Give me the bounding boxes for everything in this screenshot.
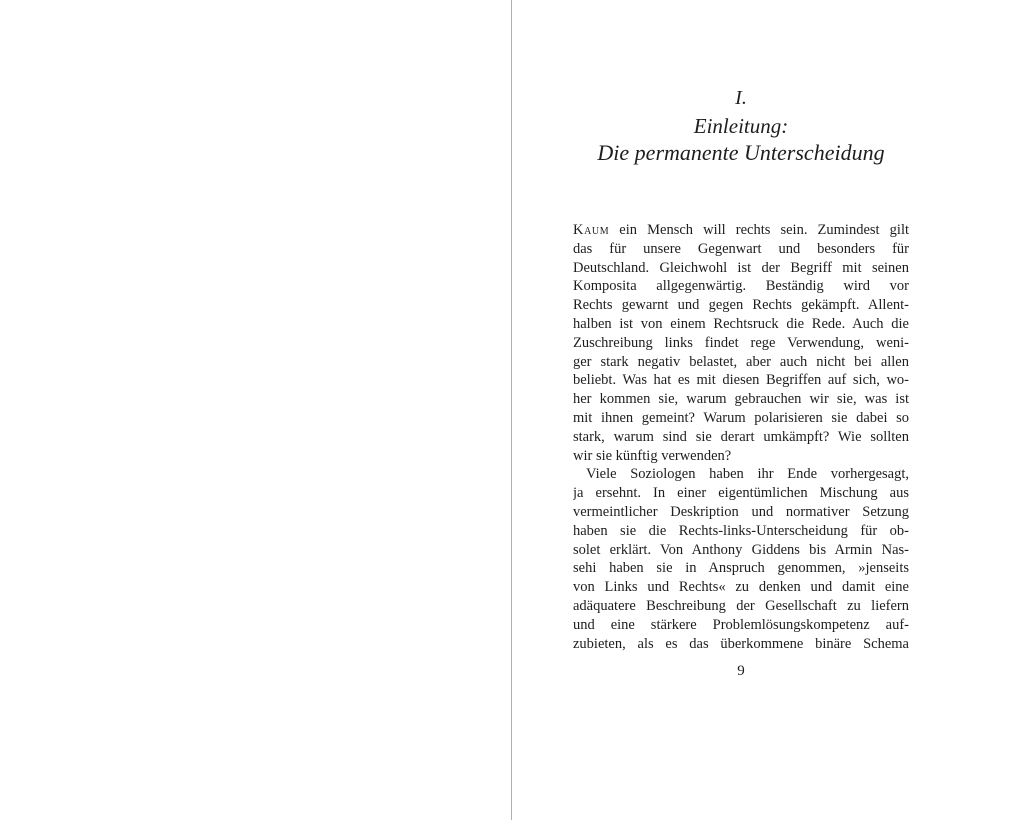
text-line: vermeintlicher Deskription und normativer Setzung xyxy=(573,503,909,520)
text-line: Viele Soziologen haben ihr Ende vorhergesagt, xyxy=(586,466,909,483)
chapter-number: I. xyxy=(735,87,747,109)
text-line: halben ist von einem Rechtsruck die Rede. Auch die xyxy=(573,315,909,332)
text-line: mit ihnen gemeint? Warum polarisieren sie dabei so xyxy=(573,409,909,426)
text-line: Zuschreibung links findet rege Verwendung, weni- xyxy=(573,334,909,351)
text-line: sehi haben sie in Anspruch genommen, »jenseits xyxy=(573,560,909,577)
text-line: ja ersehnt. In einer eigentümlichen Mischung aus xyxy=(573,485,909,502)
text-line: stark, warum sind sie derart umkämpft? Wie sollten xyxy=(573,428,909,445)
text-line: wir sie künftig verwenden? xyxy=(573,447,732,464)
text-line: haben sie die Rechts-links-Unterscheidung für ob- xyxy=(573,522,909,539)
text-line: ger stark negativ belastet, aber auch nicht bei allen xyxy=(573,353,909,370)
page-number: 9 xyxy=(737,663,745,679)
text-line: das für unsere Gegenwart und besonders für xyxy=(573,240,909,257)
text-line: Rechts gewarnt und gegen Rechts gekämpft. Allent- xyxy=(573,297,909,314)
text-line: her kommen sie, warum gebrauchen wir sie, was ist xyxy=(573,391,909,408)
body-text xyxy=(573,221,909,653)
text-line: und eine stärkere Problemlösungskompetenz auf- xyxy=(573,616,909,633)
chapter-title: Die permanente Unterscheidung xyxy=(597,140,885,165)
text-line: Deutschland. Gleichwohl ist der Begriff mit seinen xyxy=(573,259,909,276)
smallcaps-lead-word: Kaum xyxy=(573,222,610,238)
page-divider-line xyxy=(511,0,512,820)
book-page xyxy=(573,0,909,820)
text-line: zubieten, als es das überkommene binäre Schema xyxy=(573,635,909,652)
text-line: solet erklärt. Von Anthony Giddens bis Armin Nas- xyxy=(573,541,909,558)
text-line: adäquatere Beschreibung der Gesellschaft zu liefern xyxy=(573,597,909,614)
chapter-heading xyxy=(573,84,909,166)
chapter-subtitle: Einleitung: xyxy=(693,114,789,138)
text-line: Kaum ein Mensch will rechts sein. Zumindest gilt xyxy=(573,222,909,238)
text-line: Komposita allgegenwärtig. Beständig wird vor xyxy=(573,278,909,295)
text-line: von Links und Rechts« zu denken und damit eine xyxy=(573,579,909,596)
text-line: beliebt. Was hat es mit diesen Begriffen auf sich, wo- xyxy=(573,372,909,389)
